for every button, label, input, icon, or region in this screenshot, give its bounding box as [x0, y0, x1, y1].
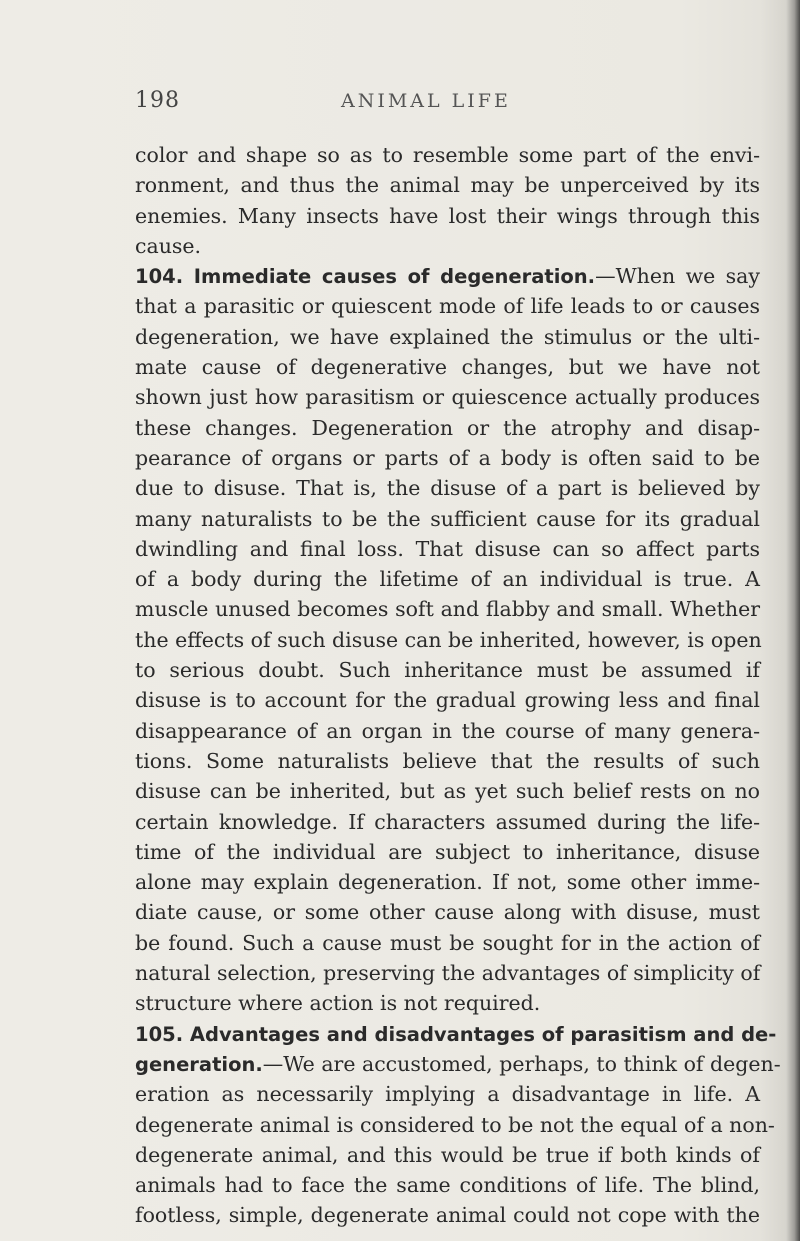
line-text: dwindling and final loss. That disuse can so affect parts	[135, 536, 760, 561]
line-text: mate cause of degenerative changes, but we have not	[135, 355, 760, 380]
page-edge-shadow	[786, 0, 800, 1241]
line-text: these changes. Degeneration or the atrophy and disap-	[135, 415, 760, 440]
line-text: color and shape so as to resemble some part of the envi-	[135, 143, 760, 167]
text-line	[135, 625, 760, 655]
page-header	[135, 88, 655, 118]
line-text: —We are accustomed, perhaps, to think of degen-	[262, 1051, 781, 1076]
line-text: alone may explain degeneration. If not, some other imme-	[135, 870, 760, 895]
line-text: degenerate animal, and this would be true if both kinds of	[135, 1142, 760, 1167]
line-text: certain knowledge. If characters assumed during the life-	[135, 809, 760, 834]
text-line	[135, 231, 760, 261]
line-text: to serious doubt. Such inheritance must be assumed if	[135, 658, 760, 683]
line-text: footless, simple, degenerate animal could not cope with the	[135, 1203, 760, 1228]
text-line	[135, 1200, 760, 1230]
body-text	[135, 140, 781, 1231]
text-line	[135, 837, 760, 867]
text-line	[135, 716, 760, 746]
text-line	[135, 291, 760, 321]
line-text: disuse can be inherited, but as yet such belief rests on no	[135, 779, 760, 804]
text-line	[135, 140, 760, 170]
line-text: disappearance of an organ in the course of many genera-	[135, 718, 760, 743]
line-text: tions. Some naturalists believe that the results of such	[135, 748, 760, 773]
text-line	[135, 261, 760, 291]
text-line	[135, 1110, 775, 1140]
text-line	[135, 1170, 760, 1200]
line-text: many naturalists to be the sufficient cause for its gradual	[135, 506, 760, 531]
line-text: the effects of such disuse can be inherited, however, is open	[135, 627, 762, 652]
line-text: due to disuse. That is, the disuse of a part is believed by	[135, 476, 760, 501]
text-line	[135, 504, 760, 534]
text-line	[135, 594, 760, 624]
line-text: animals had to face the same conditions of life. The blind,	[135, 1173, 760, 1198]
section-heading: generation.	[135, 1052, 263, 1076]
page-number: 198	[135, 88, 180, 113]
text-line	[135, 534, 760, 564]
text-line	[135, 1079, 760, 1109]
text-line	[135, 655, 760, 685]
text-line	[135, 1019, 777, 1049]
line-text: enemies. Many insects have lost their wings through this	[135, 203, 760, 228]
text-line	[135, 685, 760, 715]
text-line	[135, 322, 760, 352]
line-text: structure where action is not required.	[135, 991, 541, 1016]
text-line	[135, 867, 760, 897]
line-text: degeneration, we have explained the stimulus or the ulti-	[135, 324, 760, 349]
line-text: cause.	[135, 233, 202, 258]
line-text: of a body during the lifetime of an individual is true. A	[135, 567, 760, 592]
text-line	[135, 776, 760, 806]
line-text: be found. Such a cause must be sought for in the action of	[135, 930, 760, 955]
line-text: time of the individual are subject to inheritance, disuse	[135, 839, 760, 864]
section-heading: 104. Immediate causes of degeneration.	[135, 265, 596, 289]
text-line	[135, 352, 760, 382]
text-line	[135, 170, 760, 200]
text-line	[135, 201, 760, 231]
text-line	[135, 564, 760, 594]
running-head: ANIMAL LIFE	[341, 90, 511, 112]
text-line	[135, 473, 760, 503]
text-line	[135, 1049, 781, 1079]
line-text: pearance of organs or parts of a body is often said to be	[135, 445, 760, 470]
line-text: —When we say	[595, 264, 760, 289]
text-line	[135, 988, 760, 1018]
line-text: that a parasitic or quiescent mode of life leads to or causes	[135, 294, 760, 319]
line-text: muscle unused becomes soft and flabby and small. Whether	[135, 597, 760, 622]
line-text: shown just how parasitism or quiescence actually produces	[135, 385, 760, 410]
line-text: degenerate animal is considered to be not the equal of a non-	[135, 1112, 775, 1137]
section-heading: 105. Advantages and disadvantages of parasitism and de-	[135, 1022, 777, 1046]
line-text: natural selection, preserving the advantages of simplicity of	[135, 961, 761, 986]
text-line	[135, 746, 760, 776]
text-line	[135, 807, 760, 837]
line-text: disuse is to account for the gradual growing less and final	[135, 688, 760, 713]
text-line	[135, 897, 760, 927]
text-line	[135, 413, 760, 443]
text-line	[135, 443, 760, 473]
text-line	[135, 928, 760, 958]
line-text: eration as necessarily implying a disadvantage in life. A	[135, 1082, 760, 1107]
text-line	[135, 1140, 760, 1170]
text-line	[135, 958, 760, 988]
line-text: diate cause, or some other cause along with disuse, must	[135, 900, 760, 925]
text-line	[135, 382, 760, 412]
line-text: ronment, and thus the animal may be unperceived by its	[135, 173, 760, 198]
